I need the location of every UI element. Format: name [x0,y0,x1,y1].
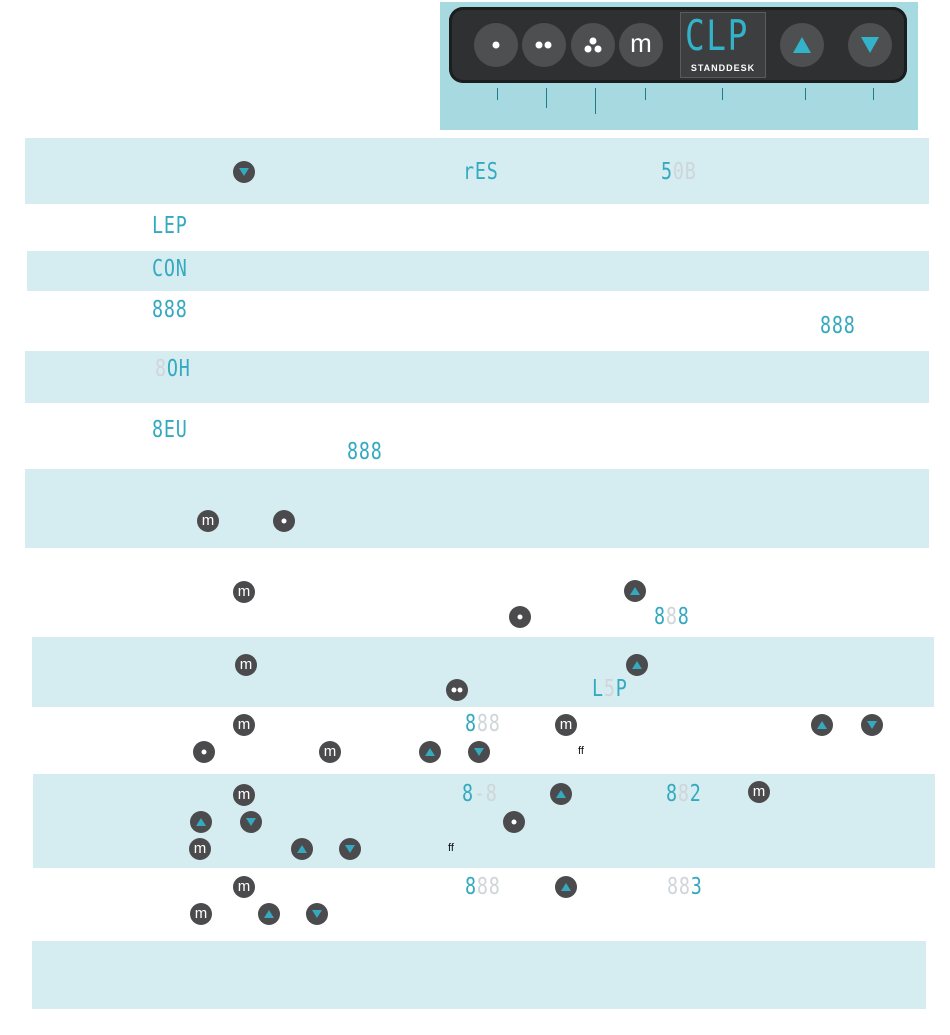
display-code-lsp: L5P [592,676,628,702]
ff-text: ff [448,842,454,854]
display-code-888: 888 [347,439,383,465]
display-code-lep: LEP [152,213,188,239]
display-code-8-88: 8-8 [462,781,498,807]
brand-logo: STANDDESK [690,63,756,73]
memory-button[interactable] [619,23,663,67]
memory-button-icon: m [555,714,577,736]
down-arrow-icon [860,36,880,54]
display-code-memory-1: 888 [654,604,690,630]
callout-line [497,88,498,100]
memory-button-icon: m [235,654,257,676]
callout-line [595,88,596,114]
memory-button-icon: m [233,876,255,898]
down-button-icon [240,811,262,833]
down-button-icon [233,161,255,183]
preset-1-button-icon [503,811,525,833]
ff-text: ff [578,745,584,757]
table-row-band [25,469,929,548]
display-readout: CLP [685,11,749,60]
display-code-con: CON [152,256,188,282]
up-button-icon [624,580,646,602]
up-button-icon [419,741,441,763]
up-button[interactable] [780,23,824,67]
up-button-icon [190,811,212,833]
preset-2-button-icon [446,679,468,701]
up-button-icon [626,654,648,676]
desk-controller [449,7,907,83]
memory-button-icon: m [233,581,255,603]
callout-line [722,88,723,100]
controller-display [680,12,766,78]
preset-1-button-icon [509,606,531,628]
memory-button-icon: m [197,510,219,532]
callout-line [873,88,874,100]
display-code-888: 888 [465,711,501,737]
down-button-icon [468,741,490,763]
table-row-band [32,637,934,707]
up-button-icon [291,838,313,860]
memory-icon: m [630,27,652,58]
up-button-icon [550,783,572,805]
preset-1-button[interactable] [474,23,518,67]
display-code-888: 888 [465,874,501,900]
three-dots-icon [583,36,603,54]
display-code-883: 883 [667,874,703,900]
display-code-oh: 8OH [155,356,191,382]
memory-button-icon: m [233,714,255,736]
down-button-icon [861,714,883,736]
display-code-res: rES [463,159,499,185]
up-arrow-icon [792,36,812,54]
callout-line [645,88,646,100]
memory-button-icon: m [748,781,770,803]
dot-icon [491,40,501,50]
down-button-icon [306,903,328,925]
preset-1-button-icon [193,741,215,763]
preset-3-button[interactable] [571,23,615,67]
up-button-icon [555,876,577,898]
callout-line [546,88,547,108]
memory-button-icon: m [190,903,212,925]
down-button-icon [339,838,361,860]
display-code-888: 888 [152,297,188,323]
two-dots-icon [534,40,554,50]
up-button-icon [811,714,833,736]
display-code-888: 888 [820,313,856,339]
memory-button-icon: m [189,838,211,860]
up-button-icon [258,903,280,925]
down-button[interactable] [848,23,892,67]
callout-line [805,88,806,100]
preset-2-button[interactable] [522,23,566,67]
memory-button-icon: m [233,784,255,806]
table-row-band [32,941,926,1009]
display-code-eu: 8EU [152,417,188,443]
display-code-s: 50B [661,159,697,185]
display-code-882: 882 [666,781,702,807]
memory-button-icon: m [319,741,341,763]
preset-1-button-icon [273,510,295,532]
